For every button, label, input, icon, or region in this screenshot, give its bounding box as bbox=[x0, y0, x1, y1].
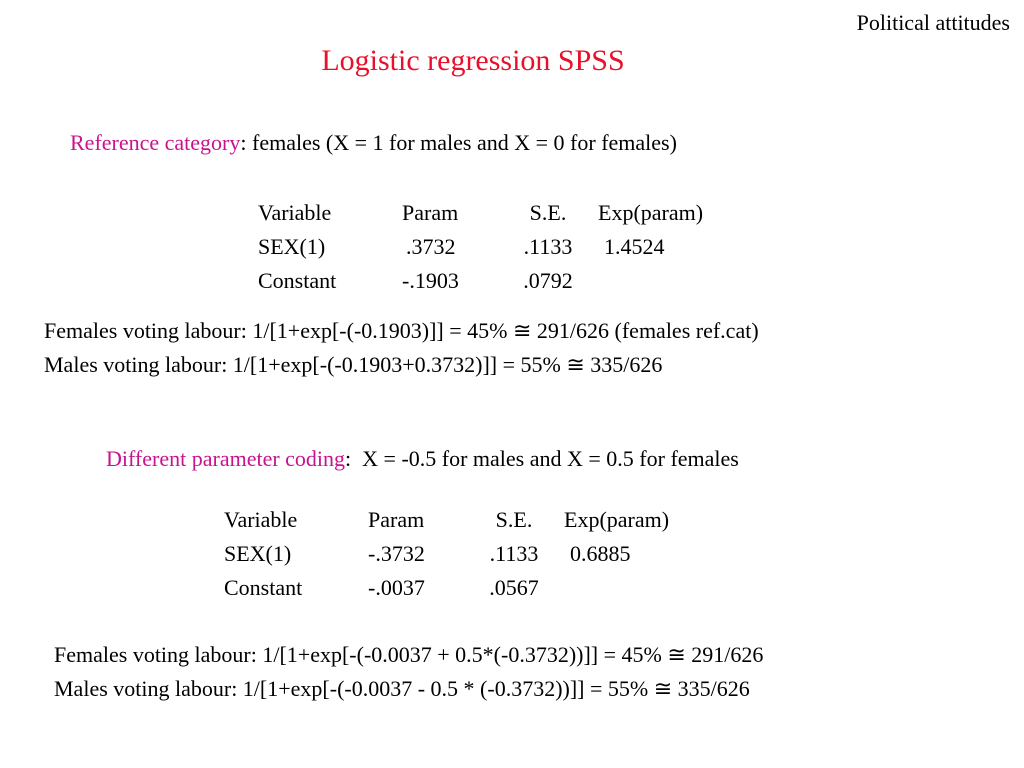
table-cell: .1133 bbox=[523, 234, 573, 259]
table-cell: -.1903 bbox=[402, 268, 459, 293]
table-header-variable: Variable bbox=[258, 200, 332, 225]
table-row bbox=[224, 571, 704, 605]
table-cell: -.0037 bbox=[368, 575, 425, 600]
table-row bbox=[258, 264, 738, 298]
table-header-row bbox=[224, 503, 704, 537]
section1-intro-highlight: Reference category bbox=[70, 130, 241, 155]
table-header-variable: Variable bbox=[224, 507, 298, 532]
page-title: Logistic regression SPSS bbox=[321, 44, 625, 77]
table-cell bbox=[556, 571, 704, 605]
table-cell: .0792 bbox=[523, 268, 573, 293]
table-cell bbox=[590, 264, 738, 298]
section2-parameter-table bbox=[224, 503, 704, 605]
table-row bbox=[258, 230, 738, 264]
section2-intro-rest: : X = -0.5 for males and X = 0.5 for females bbox=[345, 446, 739, 471]
table-row bbox=[224, 537, 704, 571]
table-header-param: Param bbox=[368, 507, 425, 532]
table-header-exp: Exp(param) bbox=[598, 200, 704, 225]
table-cell: 0.6885 bbox=[570, 541, 631, 566]
table-header-row bbox=[258, 196, 738, 230]
section1-parameter-table bbox=[258, 196, 738, 298]
section2-intro bbox=[106, 446, 739, 472]
table-cell: .3732 bbox=[406, 234, 456, 259]
table-header-se: S.E. bbox=[529, 200, 567, 225]
table-cell: .0567 bbox=[489, 575, 539, 600]
section2-line-females: Females voting labour: 1/[1+exp[-(-0.0037 + 0.5*(-0.3732))]] = 45% ≅ 291/626 bbox=[54, 642, 764, 667]
section1-line-females: Females voting labour: 1/[1+exp[-(-0.1903)]] = 45% ≅ 291/626 (females ref.cat) bbox=[44, 318, 759, 343]
table-cell: -.3732 bbox=[368, 541, 425, 566]
table-header-se: S.E. bbox=[495, 507, 533, 532]
table-cell: Constant bbox=[224, 575, 303, 600]
section1-intro-rest: : females (X = 1 for males and X = 0 for females) bbox=[240, 130, 677, 155]
section2-line-males: Males voting labour: 1/[1+exp[-(-0.0037 - 0.5 * (-0.3732))]] = 55% ≅ 335/626 bbox=[54, 676, 750, 701]
table-cell: .1133 bbox=[489, 541, 539, 566]
table-cell: SEX(1) bbox=[224, 541, 292, 566]
section2-intro-highlight: Different parameter coding bbox=[106, 446, 346, 471]
table-header-param: Param bbox=[402, 200, 459, 225]
corner-label: Political attitudes bbox=[856, 10, 1010, 35]
table-cell: 1.4524 bbox=[604, 234, 665, 259]
table-cell: Constant bbox=[258, 268, 337, 293]
section1-line-males: Males voting labour: 1/[1+exp[-(-0.1903+0.3732)]] = 55% ≅ 335/626 bbox=[44, 352, 663, 377]
section1-intro bbox=[70, 130, 677, 156]
table-cell: SEX(1) bbox=[258, 234, 326, 259]
table-header-exp: Exp(param) bbox=[564, 507, 670, 532]
